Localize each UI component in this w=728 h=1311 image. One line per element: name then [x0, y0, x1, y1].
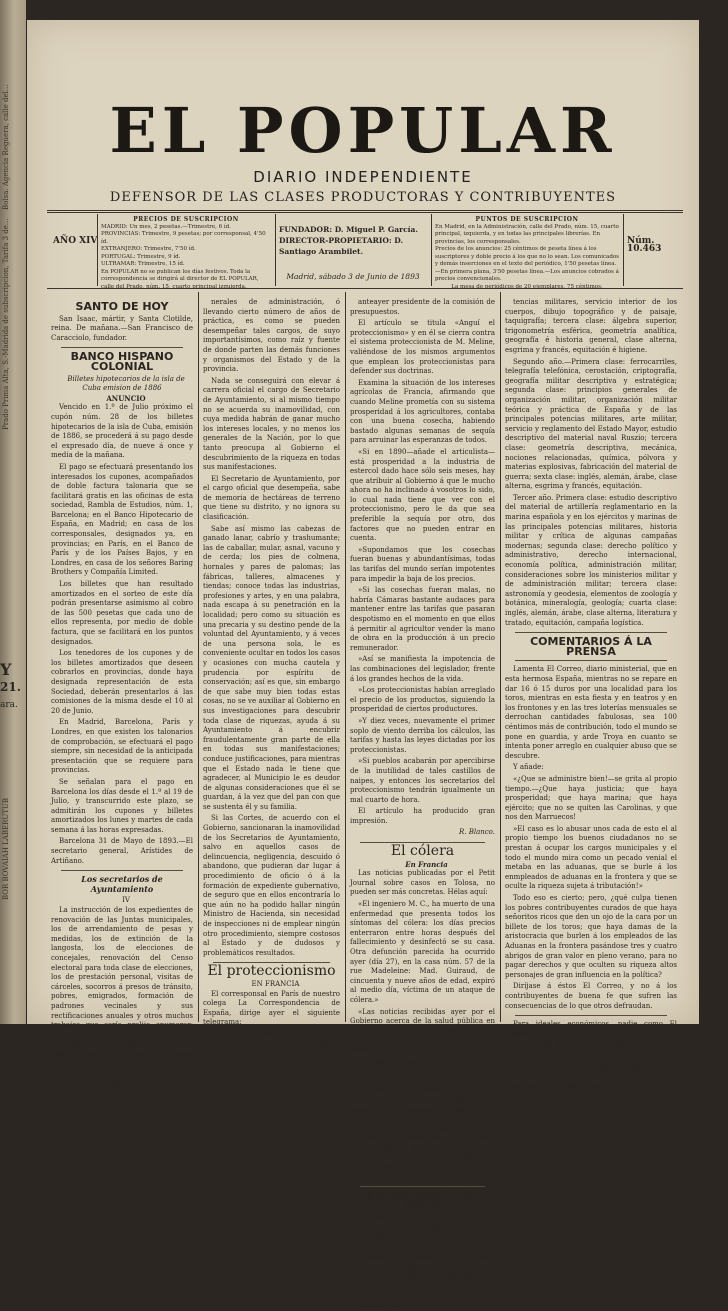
- banco-paragraph: En Madrid, Barcelona, París y Londres, en que existen los talonarios de comprobación, se efectuará el pago siempre, sin necesidad de la anticipada presentación que se requiere para provincias.: [51, 718, 193, 775]
- escuela-paragraph: Segundo año.—Primera clase: ferrocarriles, telegrafía telefónica, cerostación, criptografía, geografía militar descriptiva y estratégica; segunda clase: principios generales de organización militar, organización militar teórica y práctica de España y de las principales potencias militares, arte militar, servicio y reglamento del Estado Mayor, estudio descriptivo del material naval Ruszio; tercera clase: geometría descriptiva, mecánica, nociones relacionadas, química, pólvora y materias explosivas, fabricación del material de guerra; sexta clase: inglés, alemán, árabe, clase alterna, esgrima y francés, equitación.: [505, 357, 677, 491]
- edge-num: Y: [0, 660, 12, 679]
- article-paragraph: Examina la situación de los intereses agrícolas de Francia, afirmando que cuando Meline prometía con su sistema prosperidad á los agricultores, contaba con una buena cosecha, habiendo bastado algunas semanas de sequía para arruinar las esperanzas de todos.: [350, 378, 495, 445]
- banco-paragraph: Los tenedores de los cupones y de los billetes amortizados que deseen cobrarlos en provincias, donde haya designada representación de esta Sociedad, deberán presentarlos á las comisiones de la misma desde el 10 al 20 de Junio.: [51, 649, 193, 715]
- comentarios-paragraph: «¿Que se administre bien!—se grita al propio tiempo.—¿Que haya justicia; que haya prosperidad; que haya marina; que haya ejército; que no se quiten las Carolinas, y que nos den Marruecos!: [505, 774, 677, 822]
- banco-heading: BANCO HISPANO COLONIAL: [70, 350, 174, 373]
- escuela-paragraph: El plan de estudios de la misma será el siguiente, según referencia en el Diario Oficial:: [350, 1213, 495, 1241]
- comentarios-paragraph: Y añade:: [513, 763, 544, 772]
- proteccionismo-paragraph: El corresponsal en París de nuestro colega La Correspondencia de España, dirige ayer el siguiente telegrama:: [203, 989, 340, 1027]
- comentarios-paragraph: Qué, como quien no dice nada, pretende lo siguiente:: [505, 1041, 677, 1059]
- column-rule: [198, 292, 199, 1022]
- year-label: AÑO XIV: [53, 236, 98, 246]
- banco-paragraph: Vencido en 1.º de Julio próximo el cupón núm. 28 de los billetes hipotecarios de la isla de Cuba, emisión de 1886, se procederá á su pago desde el expresado día, de nueve á once y media de la mañana.: [51, 403, 193, 460]
- article-paragraph: «Si en 1890—añade el articulista—está prosperidad a la industria de estercol dado hace sólo seis meses, hay que atribuir al Gobierno á que le mucho ahora no ha inclinado á vosotros lo sido, lo cual nada tiene que ver con el proteccionismo, pero le da que sea preferible la sequía por otro, dos factores que no pueden entrar en cuenta.: [350, 447, 495, 543]
- column-rule: [345, 292, 346, 1022]
- edge-num: 21.: [0, 680, 21, 694]
- divider: [623, 214, 624, 286]
- edge-text: BOR BOVAIAH LABERUTUB: [2, 797, 10, 900]
- column-rule: [500, 292, 501, 1022]
- escuela-paragraph: Tercer año. Primera clase: estudio descriptivo del material de artillería reglamentario en la marina española y en los ejércitos y marinas de las principales potencias militares, historia militar y crítica de algunas campañas modernas; segunda clase: derecho político y administrativo, derecho internacional, economía política, administración militar, consideraciones sobre los ministerios militar y de administración militar; tercera clase: astronomía y geodesia, elementos de zoología y botánica, mineralogía, geología; cuarta clase: inglés, alemán, árabe, clase alterna, literatura y tratado, equitación, campaña logística.: [505, 493, 677, 627]
- newspaper-page: [27, 20, 699, 1310]
- newspaper-subtitle: DIARIO INDEPENDIENTE: [253, 168, 473, 186]
- escuela-paragraph: tencias militares, servicio interior de los cuerpos, dibujo topográfico y de paisaje, taquigrafía; tercera clase: álgebra superior, trigonometría esférica, geometría analítica, geografía é historia general, clase alterna, esgrima y francés, equitación é higiene.: [505, 298, 677, 354]
- divider: [97, 214, 98, 286]
- article-paragraph: »Supondamos que los cosechas fueran buenas y abundantísimas, todas las tarifas del mundo serían impotentes para impedir la baja de los precios.: [350, 545, 495, 583]
- price-line: PORTUGAL: Trimestre, 9 íd.: [101, 253, 181, 260]
- header-rule-top: [47, 210, 683, 211]
- escuela-paragraph: Primer año.—Primera clase: elementos de astronomía, topografía, fortificación, castrametación, puentes militares; segunda clase: ordenanzas de artillería é ingenieros, reglamentos tácticos y de maniobras de las principales po-: [350, 1244, 495, 1310]
- edge-text: Bolsa. Agencia Reguera, calle del...: [2, 84, 10, 210]
- article-paragraph: Si las Cortes, de acuerdo con el Gobierno, sancionaran la inamovilidad de los Secretarios de Ayuntamiento, salvo en aquellos casos de delincuencia, negligencia, descuido ó abandono, que pudieran dar lugar á procedimiento de oficio ó á la formación de expediente gubernativo, de seguro que en ellos encontraría lo que aún no ha podido hallar ningún Ministro de Hacienda, sin necesidad de inspecciones ni de emplear ningún otro procedimiento, siempre costosos al Estado y de dudosos y problemáticos resultados.: [203, 814, 340, 957]
- proteccionismo-paragraph: La Matin publica un artículo de fondo, firmado por el ex-ministro Burdeau, nombrado: [203, 1029, 340, 1058]
- article-paragraph: »Los proteccionistas habían arreglado el precio de los productos, siguiendo la prosperidad de ciertos productores.: [350, 686, 495, 714]
- article-paragraph: El artículo se titula «Anguí el proteccionismo» y en él se cierra contra el sistema proteccionista de M. Meline, valiéndose de los mismos argumentos que emplean los proteccionistas para defender sus doctrinas.: [350, 319, 495, 376]
- proteccionismo-subheading: EN FRANCIA: [251, 979, 300, 988]
- founder: FUNDADOR: D. Miguel P. García.: [279, 225, 418, 234]
- section-divider: [360, 1186, 485, 1187]
- section-divider: [515, 660, 667, 661]
- article-paragraph: »Si las cosechas fueran malas, no habría Cámaras bastante audaces para mantener entre las tarifas que pasaran despotismo en el momento en que ellos á permitir al agricultor vender la mano de obra en la producción á un precio remunerador.: [350, 586, 495, 652]
- subscription-prices: [101, 216, 271, 291]
- divider: [431, 214, 432, 286]
- section-divider: [61, 347, 183, 348]
- colera-paragraph: »La Real orden que ayer publicó la Gaceta declarando sucias las procedencias de Marsella, ordena que se despidan á lazareto sucio las procedencias de dicha localidad que hayan salido después del día 21 de Mayo y lleguen á nuestros puertos con fecha posterior á la de esta Real orden, debiendo considerarse nuevamente comprometidas, desde el día de ayer inclusive, los puertos que se hallan á menor distancia de 165 kilómetros, medidos en línea recta, de Marsella.: [350, 1057, 495, 1181]
- banco-paragraph: El pago se efectuará presentando los interesados los cupones, acompañados de doble factura talonaria que se facilitará gratis en las oficinas de esta sociedad, Rambla de Estudios, núm. 1, Barcelona; en el Banco Hipotecario de España, en Madrid; en casa de los corresponsales, designados ya, en provincias; en París, en el Banco de París y de los Países Bajos, y en Londres, en casa de los señores Baring Brothers y Compañía Limited.: [51, 462, 193, 577]
- colera-heading: El cólera: [390, 843, 455, 860]
- colera-paragraph: «El ingeniero M. C., ha muerto de una enfermedad que presenta todos los síntomas del cólera: los días precios enterraron entre horas después del fallecimiento y desinfectó se su casa. Otra defunción parecida ha ocurrido ayer (día 27), en la casa núm. 57 de la rue Madeleine: Mad. Guiraud, de cincuenta y nueve años de edad, expiró al medio día, víctima de un ataque de cólera.»: [350, 900, 495, 1004]
- newspaper-title: EL POPULAR: [109, 94, 617, 167]
- section-divider: [515, 1015, 667, 1016]
- column-4: [505, 298, 677, 1109]
- column-3: [350, 298, 495, 1310]
- prices-heading: PRECIOS DE SUSCRIPCION: [133, 216, 239, 223]
- subscription-points: [435, 216, 619, 291]
- founders: [279, 224, 427, 282]
- points-line: En Madrid, en la Administración, calle del Prado, núm. 15, cuarto principal, izquierda, y en todas las principales librerías. En provincias, los corresponsales.: [435, 223, 619, 245]
- edge-num: ara.: [0, 700, 18, 710]
- banco-signature: Barcelona 31 de Mayo de 1893.—El secretario general, Arístides de Artiñano.: [51, 837, 193, 865]
- article-paragraph: El Secretario de Ayuntamiento, por el cargo oficial que desempeña, sabe de memoria de hectáreas de terreno que tiene su distrito, y no ignora su clasificación.: [203, 474, 340, 522]
- proteccionismo-heading: El proteccionismo: [207, 963, 336, 980]
- colera-paragraph: Las noticias publicadas por el Petit Journal sobre casos en Tolosa, no pueden ser más concretas. Hélas aquí:: [350, 869, 495, 897]
- comentarios-heading: COMENTARIOS Á LA PRENSA: [530, 635, 652, 658]
- article-paragraph: »Si pueblos acabarán por apercibirse de la inutilidad de tales castillos de naipes, y entonces los secretarios del proteccionismo tendrán igualmente un mal cuarto de hora.: [350, 757, 495, 804]
- info-bar: [47, 212, 683, 288]
- section-divider: [61, 870, 183, 871]
- article-paragraph: nerales de administración, ó llevando cierto número de años de práctica, es como se pueden desempeñar tales cargos, de suyo importantísimos, como raíz y fuente de donde parten las demás funciones y organismos del Estado y de la provincia.: [203, 298, 340, 374]
- secretarios-paragraph: La instrucción de los expedientes de renovación de las Juntas municipales, los de arrendamiento de pesas y medidas, los de extinción de la langosta, los de elecciones de concejales, renovación del Censo electoral para toda clase de elecciones, los de prestación personal, visitas de cárceles, socorros á presos de tránsito, pobres, emigrados, formación de padrones vecinales y sus rectificaciones anuales y otros muchos trabajos que sería prolijo enumerar; todo ello es de tal entidad y exige conocimiento tan diverso, que se impone como una necesidad de Estado la creación de la carrera de Secretarios de Ayuntamiento, porque solamente poseyendo conocimientos ge-: [51, 906, 193, 1087]
- article-paragraph: »Y diez veces, nuevamente el primer soplo de viento derriba los cálculos, las tarifas y hasta las leyes dictadas por los proteccionistas.: [350, 716, 495, 754]
- masthead: [27, 94, 699, 205]
- secretarios-number: IV: [122, 896, 130, 905]
- edge-text: a de subscripcion, Tarifa 3 de...: [2, 218, 10, 330]
- article-paragraph: Nada se conseguirá con elevar á carrera oficial el cargo de Secretario de Ayuntamiento, si al mismo tiempo no se acuerda su inamovilidad, con cuya medida habrán de ganar mucho los intereses locales, y no menos los generales de la Nación, por lo que tanto preocupa al Gobierno el descubrimiento de la riqueza en todas sus manifestaciones.: [203, 376, 340, 472]
- points-heading: PUNTOS DE SUSCRIPCION: [475, 216, 579, 223]
- article-paragraph: Sabe así mismo las cabezas de ganado lanar, cabrío y trashumante; las de caballar, mular, asnal, vacuno y de cerda; los pies de colmena, hornales y pares de palomas; las fábricas, talleres, almacenes y tiendas; conoce todas las industrias, profesiones y artes, y en una palabra, nada escapa á su penetración en la localidad; pero como su situación es una precaria y su destino pende de la voluntad del Ayuntamiento, y á veces de una persona sola, le es conveniente ocultar en todos los casos y ocasiones con mucha cautela y prudencia por espíritu de conservación; así es que, sin embargo de que sabe muy bien todas estas cosas, no se ve auxiliar al Gobierno en sus investigaciones para descubrir toda clase de riquezas, ayuda á su Ayuntamiento á encubrir fraudulentamente gran parte de ella en todas sus manifestaciones; conduce justificaciones, para mientras que el Estado nada le tiene que agradecer, al Municipio le es deudor de algunas consideraciones que él se guardan, á la vez que del pan con que se sustenta él y su familia.: [203, 524, 340, 811]
- edge-text: Prado Prima Alta, S.-Madrid: [2, 329, 10, 430]
- price-line: ULTRAMAR: Trimestre, 15 íd.: [101, 261, 185, 267]
- comentarios-paragraph: «Que en vez de se rebajaron vigorosamente los gastos del Estado, á fin de que el presupuesto quede reducido realmente á su situación normal, en la que la recaudación procediendo solo de rentas públicas bien esta-: [505, 1062, 677, 1109]
- comentarios-paragraph: Para ideales económicos, nadie como El Liberal.: [505, 1020, 677, 1038]
- colera-paragraph: «Las noticias recibidas ayer por el Gobierno acerca de la salud pública en la comarca de Montpellier son satisfactorias. No se había de nuevos casos de cólera.: [350, 1007, 495, 1054]
- section-divider: [515, 632, 667, 633]
- colera-subheading: En Francia: [405, 859, 448, 869]
- issue-date: Madrid, sábado 3 de Junio de 1893: [286, 272, 420, 281]
- anuncio-label: ANUNCIO: [106, 393, 146, 403]
- banco-paragraph: Se señalan para el pago en Barcelona los días desde el 1.º al 19 de Julio, y transcurrido este plazo, se admitirán los cupones y billetes amortizados los lunes y martes de cada semana á las horas expresadas.: [51, 777, 193, 834]
- director: DIRECTOR-PROPIETARIO: D. Santiago Arambilet.: [279, 236, 404, 256]
- article-paragraph: anteayer presidente de la comisión de presupuestos.: [350, 298, 495, 316]
- secretarios-heading: Los secretarios de Ayuntamiento: [81, 874, 163, 894]
- divider: [275, 214, 276, 286]
- comentarios-paragraph: Todo eso es cierto; pero, ¿qué culpa tienen los pobres contribuyentes curados de que haya señoritos ricos que den un ojo de la cara por un billete de los toros; que haya damas de la aristocracia que burlen á los empleados de las Aduanas en la frontera pasándose tres y cuatro abrigos de gran valor en pleno verano, para no pagar derechos y que oculten su riqueza altos personajes de gran influencia en la política?: [505, 894, 677, 979]
- issue-number: Núm. 10.463: [627, 236, 662, 254]
- points-line: Precios de los anuncios: 25 céntimos de peseta línea á los suscriptores y doble precio á los que no lo sean. Los comunicados y demás inserciones en el texto del periódico, 1'50 pesetas línea.—En primera plana, 3'50 pesetas línea.—Los anuncios cobrados á precios convencionales.: [435, 246, 619, 282]
- article-signature: R. Blanco.: [458, 828, 495, 837]
- previous-page-edge: [0, 0, 26, 1024]
- column-2: [203, 298, 340, 1058]
- santo-text: San Isaac, mártir, y Santa Clotilde, reina. De mañana.—San Francisco de Caracciolo, fundador.: [51, 314, 193, 342]
- banco-subheading: Billetes hipotecarios de la isla de Cuba emision de 1886: [67, 374, 185, 393]
- comentarios-paragraph: Lamenta El Correo, diario ministerial, que en esta hermosa España, mientras no se repare en dar 16 ó 15 duros por una localidad para los toros, mientras en esta fiesta y en teatros y en los frontones y en las tres loterías mensuales se derrochan cantidades fabulosas, sea 100 céntimos más de contribución, todo el mundo se pone en guardia, y arde Troya en cuanto se intenta poner arreglo en cualquier abuso que se descubre.: [505, 665, 677, 760]
- escuela-heading: Escuela superior de Guerra: [367, 1190, 478, 1211]
- price-line: MADRID: Un mes, 2 pesetas.—Trimestre, 6 íd.: [101, 223, 231, 230]
- article-paragraph: El artículo ha producido gran impresión.: [350, 807, 495, 825]
- header-rule-bottom: [47, 288, 683, 289]
- comentarios-paragraph: »El caso es lo abusar unos cada de esto el al propio tiempo los buenos ciudadanos no se prestan á ocupar los cargos municipales y el todo el mundo mira como un pecado venial el metaba en las aduanas, que se burle á los enmpleados de aduanas en la frontera y que se oculte la riqueza sujeta á tributación!»: [505, 824, 677, 891]
- comentarios-paragraph: Diríjase á éstos El Correo, y no á los contribuyentes de buena fe que sufren las consecuencias de lo que otros defraudan.: [505, 982, 677, 1010]
- price-line: PROVINCIAS: Trimestre, 9 pesetas; por corresponsal, 4'50 íd.: [101, 231, 266, 245]
- santo-heading: SANTO DE HOY: [75, 300, 169, 313]
- column-1: [51, 298, 193, 1087]
- price-note: En POPULAR no se publican los días festivos. Toda la correspondencia se dirigirá al director de EL POPULAR, calle del Prado, núm. 15, cuarto principal izquierda.: [101, 268, 259, 290]
- price-line: EXTRANJERO: Trimestre, 7'50 íd.: [101, 246, 196, 252]
- points-line: La mesa de periódicos de 20 ejemplares, 75 céntimos.: [451, 283, 603, 290]
- newspaper-motto: DEFENSOR DE LAS CLASES PRODUCTORAS Y CONTRIBUYENTES: [109, 190, 617, 205]
- article-paragraph: »Así se manifiesta la impotencia de las combinaciones del legislador, frente á los grandes hechos de la vida.: [350, 655, 495, 683]
- banco-paragraph: Los billetes que han resultado amortizados en el sorteo de este día podrán presentarse asimismo al cobro de las 500 pesetas que cada uno de ellos representa, por medio de doble factura, que se facilitará en los puntos designados.: [51, 580, 193, 646]
